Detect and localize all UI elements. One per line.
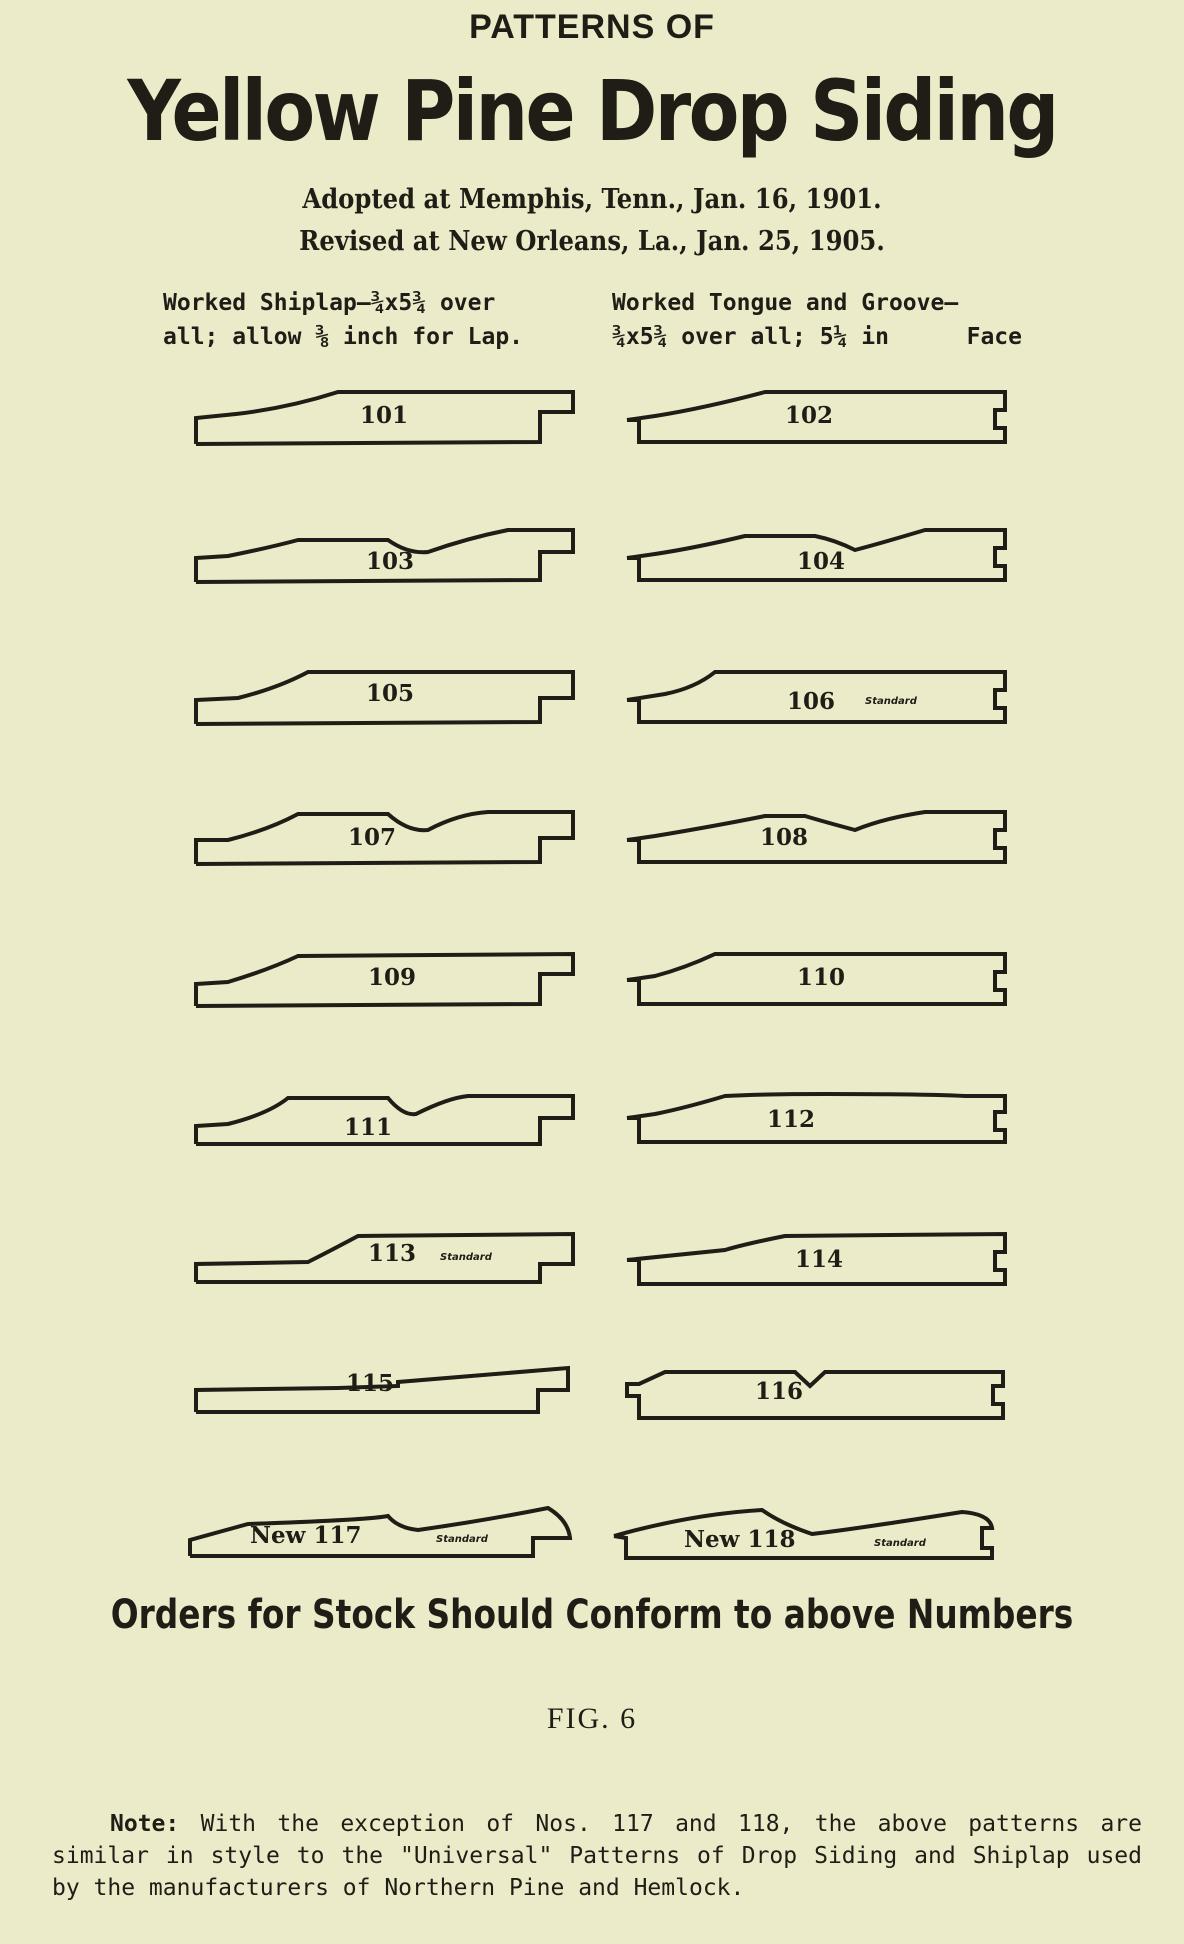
pattern-113-profile [188,1222,588,1292]
pattern-number: 101 [360,402,409,429]
pattern-114-profile [625,1222,1025,1292]
note-label: Note: [110,1811,180,1837]
pattern-115-profile [188,1356,588,1426]
pattern-112-profile [625,1084,1025,1154]
shiplap-profile-drawing [188,1498,588,1568]
pattern-number: New 117 [250,1522,362,1549]
pattern-117-profile [188,1498,588,1568]
pattern-109-profile [188,942,588,1012]
adopted-line: Adopted at Memphis, Tenn., Jan. 16, 1901. [302,184,882,215]
footnote [52,1808,1142,1904]
standard-tag: Standard [874,1538,926,1549]
tongue-groove-profile-drawing [612,1498,1012,1568]
tongue-groove-heading-line1: Worked Tongue and Groove— [612,290,959,316]
tongue-groove-heading-line2: ¾x5¾ over all; 5¼ in [612,324,889,350]
pattern-101-profile [188,380,588,450]
tongue-groove-profile-drawing [625,1356,1025,1426]
figure-caption: FIG. 6 [546,1702,638,1735]
pattern-111-profile [188,1084,588,1154]
pattern-104-profile [625,518,1025,588]
pattern-number: 116 [755,1378,804,1405]
note-text: With the exception of Nos. 117 and 118, the above patterns are similar in style to the "Universal" Patterns of Drop Siding and Shiplap used by the manufacturers of Northern Pine and Hemlock. [52,1811,1142,1901]
pattern-number: 112 [767,1106,816,1133]
pattern-106-profile [625,660,1025,730]
pattern-105-profile [188,660,588,730]
shiplap-column-heading [163,286,583,354]
pattern-number: 108 [760,824,809,851]
pattern-102-profile [625,380,1025,450]
pattern-108-profile [625,800,1025,870]
pattern-number: 110 [797,964,846,991]
pattern-number: 104 [797,548,846,575]
pattern-number: 106 [787,688,836,715]
page-title: Yellow Pine Drop Siding [127,62,1057,160]
pattern-number: 107 [348,824,397,851]
pattern-number: 109 [368,964,417,991]
pattern-103-profile [188,518,588,588]
pattern-number: 111 [344,1114,393,1141]
pattern-number: 114 [795,1246,844,1273]
tongue-groove-column-heading [612,286,1022,354]
pattern-107-profile [188,800,588,870]
pattern-number: 115 [346,1370,395,1397]
shiplap-heading-line2: all; allow ⅜ inch for Lap. [163,324,524,350]
tongue-groove-profile-drawing [625,1084,1025,1154]
revised-line: Revised at New Orleans, La., Jan. 25, 1905. [299,226,885,257]
pattern-number: New 118 [684,1526,796,1553]
standard-tag: Standard [440,1252,492,1263]
pattern-number: 105 [366,680,415,707]
pattern-116-profile [625,1356,1025,1426]
pattern-118-profile [612,1498,1012,1568]
pattern-number: 113 [368,1240,417,1267]
orders-instruction: Orders for Stock Should Conform to above Numbers [110,1592,1074,1638]
pattern-number: 103 [366,548,415,575]
standard-tag: Standard [865,696,917,707]
pattern-110-profile [625,942,1025,1012]
tongue-groove-profile-drawing [625,800,1025,870]
standard-tag: Standard [436,1534,488,1545]
header-kicker: PATTERNS OF [469,8,715,46]
tongue-groove-heading-face: Face [966,324,1022,350]
pattern-number: 102 [785,402,834,429]
shiplap-heading-line1: Worked Shiplap—¾x5¾ over [163,290,496,316]
